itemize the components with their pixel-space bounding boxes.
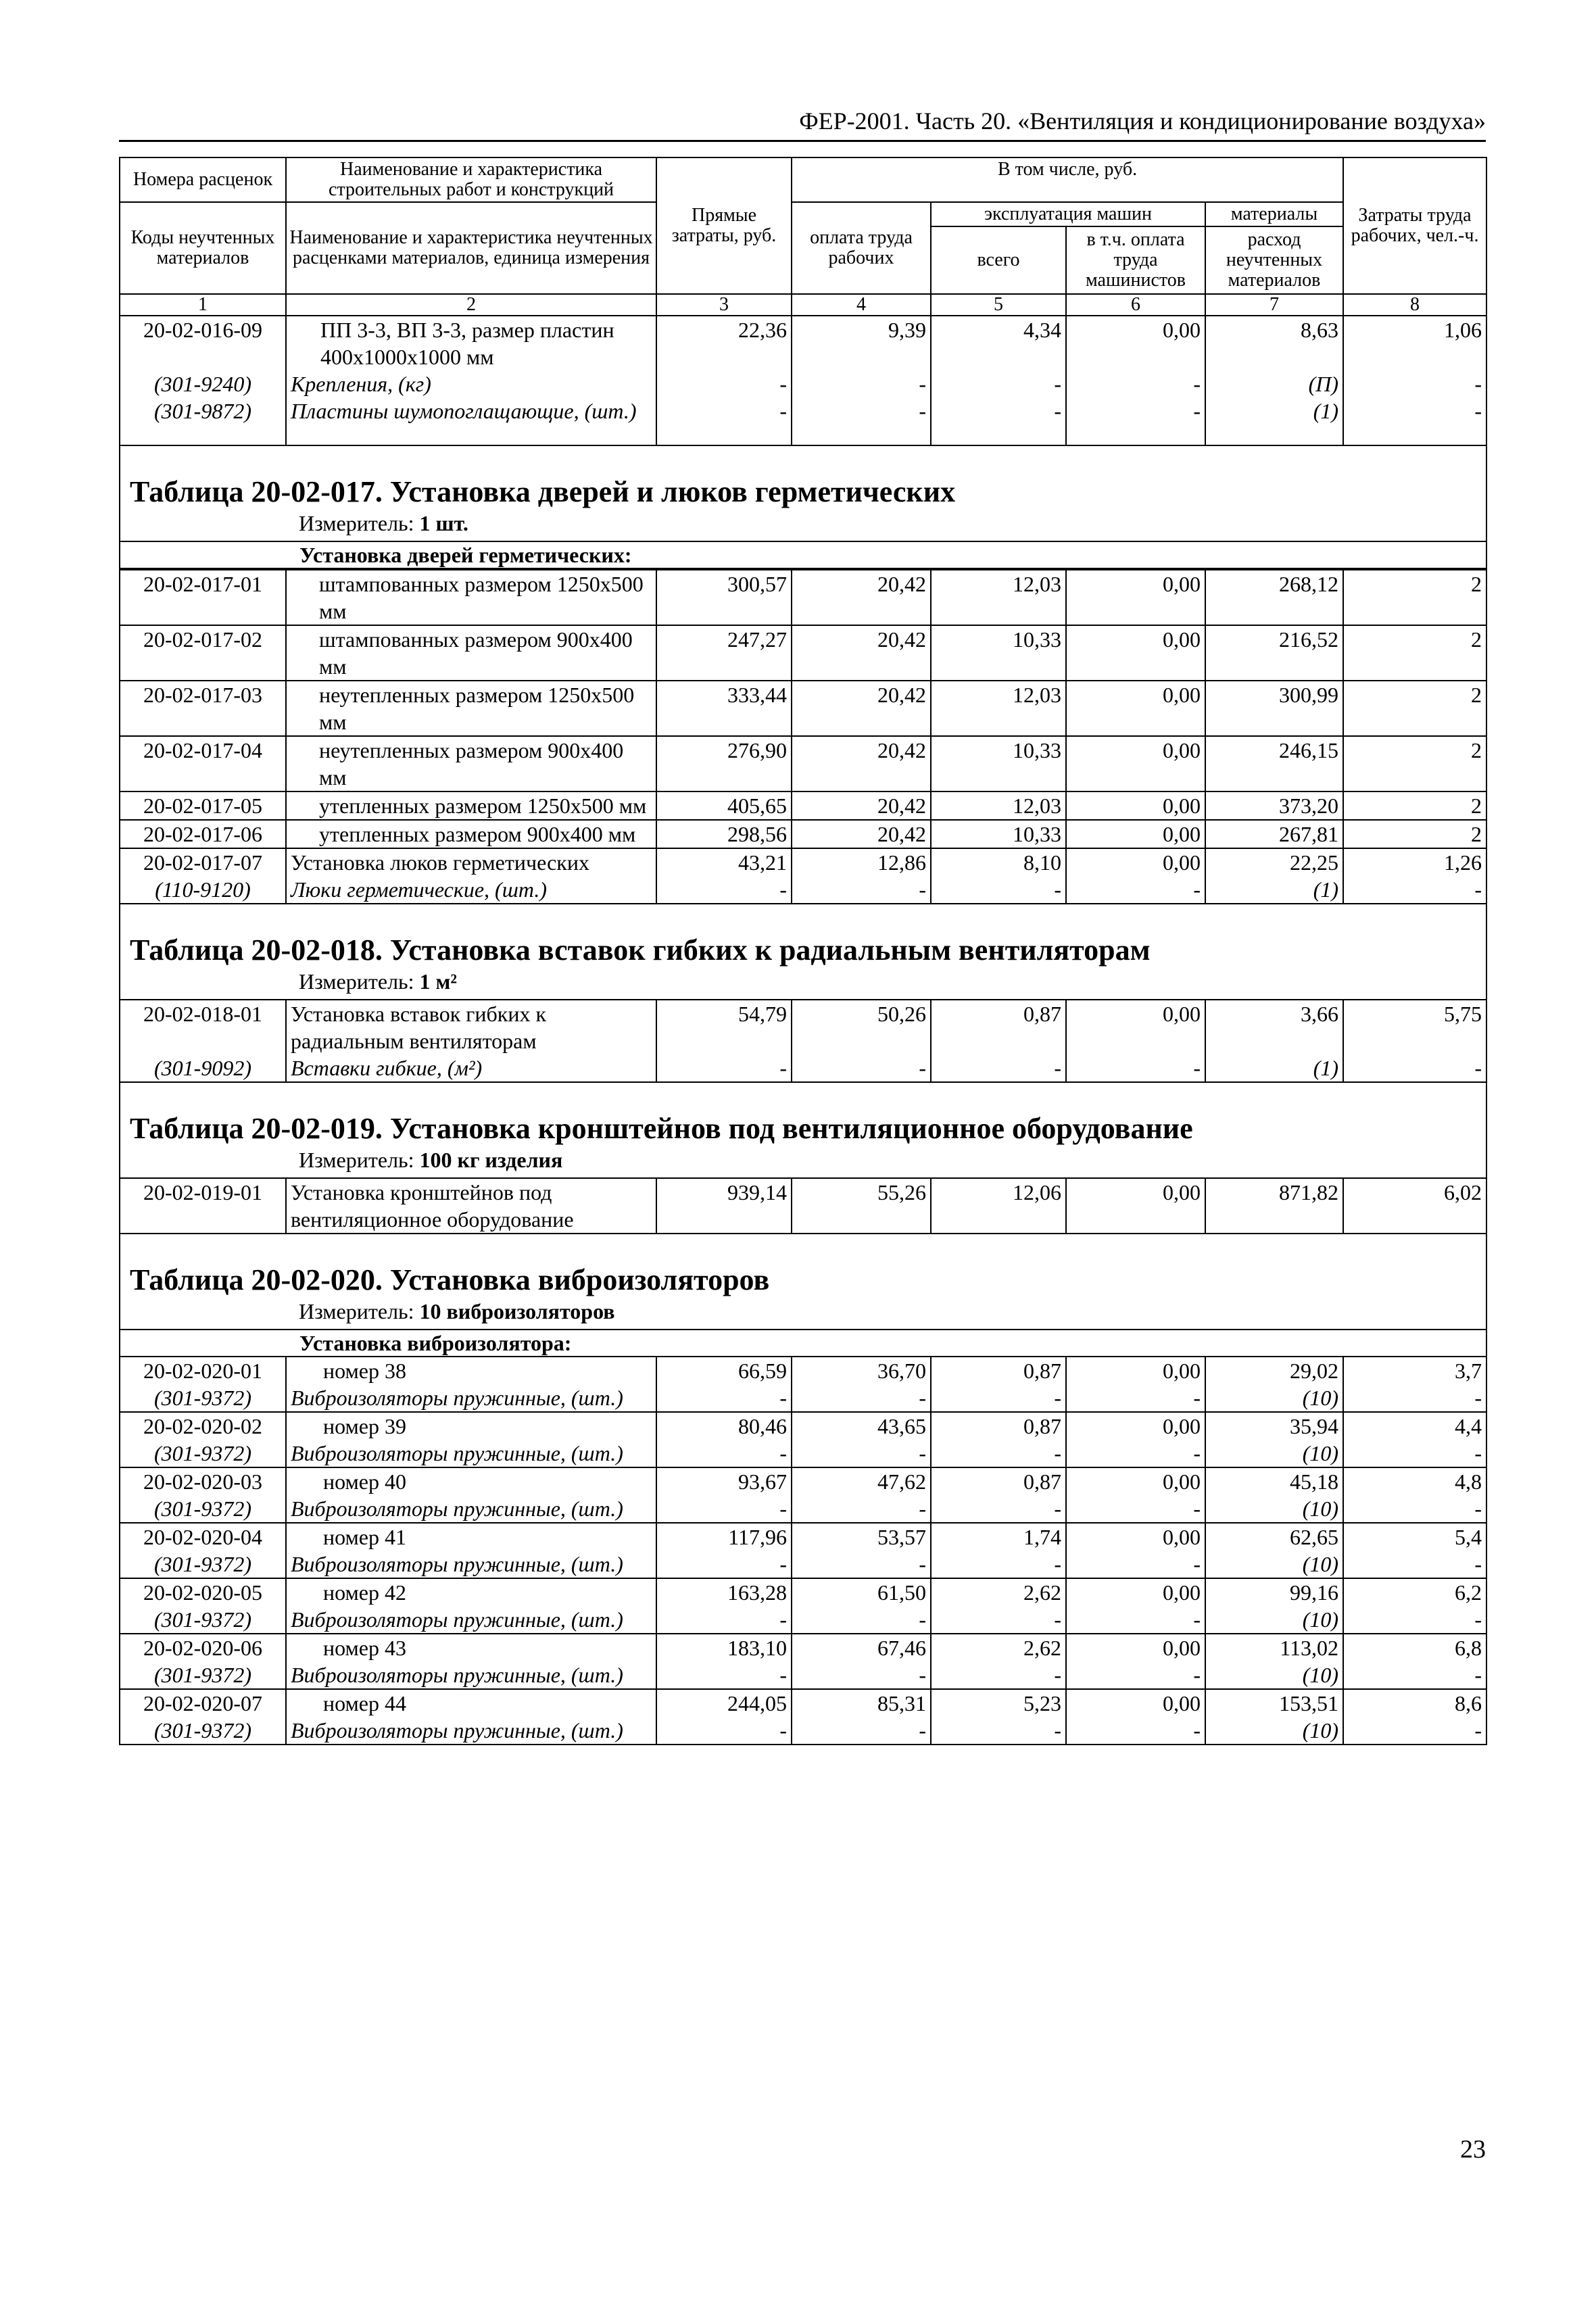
machines-total: 12,03 (931, 681, 1066, 736)
direct-costs: 163,28 (727, 1580, 787, 1605)
col-header-labor: Затраты труда рабочих, чел.-ч. (1343, 157, 1486, 294)
dash: - (1474, 1663, 1482, 1687)
rate-code: 20-02-018-01 (143, 1002, 262, 1026)
material-code: (301-9372) (154, 1496, 251, 1521)
dash: - (779, 1496, 787, 1521)
worker-pay: 36,70 (877, 1359, 926, 1383)
header-rule (119, 140, 1486, 142)
materials: 62,65 (1290, 1525, 1338, 1549)
rate-code: 20-02-020-07 (143, 1691, 262, 1715)
dash: - (1193, 1441, 1201, 1465)
material-qty: (10) (1302, 1441, 1338, 1465)
dash: - (919, 1607, 926, 1632)
dash: - (1054, 1441, 1061, 1465)
table-row (120, 1634, 1486, 1689)
labor: 2 (1343, 625, 1486, 681)
materials: 268,12 (1205, 570, 1343, 625)
material-code: (301-9872) (154, 399, 251, 423)
dash: - (1054, 372, 1061, 396)
unit-value: 100 кг изделия (419, 1148, 563, 1172)
material-name: Виброизоляторы пружинные, (шт.) (291, 1386, 623, 1410)
material-name: Виброизоляторы пружинные, (шт.) (291, 1663, 623, 1687)
machines-total: 10,33 (931, 820, 1066, 848)
col-header-material-consumption: расход неучтенных материалов (1205, 226, 1343, 294)
machinist-pay: 0,00 (1066, 1178, 1205, 1234)
table-title: Таблица 20-02-020. Установка виброизоляторов (130, 1263, 770, 1296)
machines-total: 0,87 (1023, 1002, 1061, 1026)
table-row (120, 791, 1486, 820)
worker-pay: 9,39 (888, 318, 926, 342)
direct-costs: 43,21 (738, 850, 787, 875)
machinist-pay: 0,00 (1163, 1636, 1201, 1660)
rate-code: 20-02-020-04 (143, 1525, 262, 1549)
worker-pay: 12,86 (877, 850, 926, 875)
work-name: неутепленных размером 900х400 мм (286, 736, 656, 791)
worker-pay: 55,26 (792, 1178, 931, 1234)
table-row (120, 820, 1486, 848)
worker-pay: 20,42 (792, 736, 931, 791)
machinist-pay: 0,00 (1163, 1691, 1201, 1715)
work-name: номер 38 (323, 1359, 406, 1383)
material-qty: (10) (1302, 1663, 1338, 1687)
dash: - (1193, 1607, 1201, 1632)
worker-pay: 20,42 (792, 625, 931, 681)
work-name: утепленных размером 900х400 мм (286, 820, 656, 848)
materials: 45,18 (1290, 1469, 1338, 1494)
table-row (120, 1467, 1486, 1523)
rate-code: 20-02-020-02 (143, 1414, 262, 1438)
machinist-pay: 0,00 (1163, 1580, 1201, 1605)
col-number: 7 (1205, 294, 1343, 316)
direct-costs: 300,57 (656, 570, 792, 625)
material-code: (301-9372) (154, 1607, 251, 1632)
worker-pay: 43,65 (877, 1414, 926, 1438)
materials: 29,02 (1290, 1359, 1338, 1383)
work-name: ПП 3-3, ВП 3-3, размер пластин 400х1000х1000 мм (320, 318, 614, 369)
dash: - (779, 1056, 787, 1080)
material-name: Виброизоляторы пружинные, (шт.) (291, 1496, 623, 1521)
labor: 4,4 (1455, 1414, 1482, 1438)
col-header-machines: эксплуатация машин (931, 202, 1205, 226)
unit-line (130, 1298, 1476, 1325)
rate-code: 20-02-017-07 (143, 850, 262, 875)
table-row (120, 625, 1486, 681)
material-name: Виброизоляторы пружинные, (шт.) (291, 1552, 623, 1576)
labor: 6,02 (1343, 1178, 1486, 1234)
material-qty: (1) (1313, 1056, 1338, 1080)
direct-costs: 80,46 (738, 1414, 787, 1438)
machinist-pay: 0,00 (1163, 1469, 1201, 1494)
machinist-pay: 0,00 (1163, 1525, 1201, 1549)
direct-costs: 22,36 (738, 318, 787, 342)
machines-total: 12,03 (931, 791, 1066, 820)
material-code: (301-9092) (154, 1056, 251, 1080)
dash: - (1054, 1386, 1061, 1410)
material-code: (301-9372) (154, 1718, 251, 1743)
work-name: штампованных размером 900х400 мм (286, 625, 656, 681)
material-name: Виброизоляторы пружинные, (шт.) (291, 1607, 623, 1632)
col-number: 4 (792, 294, 931, 316)
dash: - (919, 1552, 926, 1576)
machines-total: 0,87 (1023, 1469, 1061, 1494)
dash: - (1054, 1718, 1061, 1743)
dash: - (1474, 372, 1482, 396)
dash: - (1193, 399, 1201, 423)
machines-total: 0,87 (1023, 1414, 1061, 1438)
material-qty: (10) (1302, 1496, 1338, 1521)
dash: - (779, 1386, 787, 1410)
price-table (119, 157, 1487, 569)
labor: 5,4 (1455, 1525, 1482, 1549)
materials: 22,25 (1290, 850, 1338, 875)
table-title-block (120, 1082, 1486, 1178)
dash: - (1054, 1496, 1061, 1521)
material-code: (110-9120) (155, 877, 251, 902)
worker-pay: 61,50 (877, 1580, 926, 1605)
dash: - (919, 372, 926, 396)
materials: 300,99 (1205, 681, 1343, 736)
table-title-block (120, 1234, 1486, 1330)
direct-costs: 405,65 (656, 791, 792, 820)
rate-code: 20-02-017-05 (120, 791, 286, 820)
rate-code: 20-02-017-01 (120, 570, 286, 625)
table-017-rows (119, 569, 1487, 1745)
direct-costs: 117,96 (728, 1525, 787, 1549)
table-title: Таблица 20-02-018. Установка вставок гибких к радиальным вентиляторам (130, 933, 1151, 967)
machinist-pay: 0,00 (1163, 318, 1201, 342)
materials: 8,63 (1301, 318, 1339, 342)
dash: - (1474, 1718, 1482, 1743)
direct-costs: 276,90 (656, 736, 792, 791)
direct-costs: 333,44 (656, 681, 792, 736)
dash: - (1474, 1607, 1482, 1632)
rate-code: 20-02-017-02 (120, 625, 286, 681)
dash: - (779, 877, 787, 902)
document-body (119, 157, 1486, 1745)
direct-costs: 183,10 (727, 1636, 787, 1660)
work-name: номер 40 (323, 1469, 406, 1494)
col-number: 2 (286, 294, 656, 316)
labor: 3,7 (1455, 1359, 1482, 1383)
dash: - (779, 1663, 787, 1687)
col-header-including: В том числе, руб. (792, 157, 1343, 202)
machinist-pay: 0,00 (1163, 1414, 1201, 1438)
dash: - (1474, 1386, 1482, 1410)
unit-label: Измеритель: (299, 1299, 414, 1323)
labor: 4,8 (1455, 1469, 1482, 1494)
table-row (120, 316, 1486, 445)
table-row (120, 1523, 1486, 1578)
table-title-block (120, 904, 1486, 1000)
worker-pay: 47,62 (877, 1469, 926, 1494)
unit-value: 1 шт. (419, 511, 468, 535)
col-number: 5 (931, 294, 1066, 316)
running-head: ФЕР-2001. Часть 20. «Вентиляция и кондиционирование воздуха» (799, 107, 1486, 135)
work-name: штампованных размером 1250х500 мм (286, 570, 656, 625)
col-header-worker-pay: оплата труда рабочих (792, 202, 931, 294)
rate-code: 20-02-016-09 (143, 318, 262, 342)
dash: - (1474, 1441, 1482, 1465)
machines-total: 12,03 (931, 570, 1066, 625)
dash: - (1054, 877, 1061, 902)
machinist-pay: 0,00 (1066, 570, 1205, 625)
direct-costs: 93,67 (738, 1469, 787, 1494)
materials: 267,81 (1205, 820, 1343, 848)
material-qty: (10) (1302, 1718, 1338, 1743)
material-qty: (10) (1302, 1386, 1338, 1410)
labor: 5,75 (1444, 1002, 1482, 1026)
worker-pay: 53,57 (877, 1525, 926, 1549)
col-header-direct-costs: Прямые затраты, руб. (656, 157, 792, 294)
col-header-materials-name: Наименование и характеристика неучтенных расценками материалов, единица измерения (286, 202, 656, 294)
dash: - (1193, 1663, 1201, 1687)
materials: 246,15 (1205, 736, 1343, 791)
dash: - (1474, 877, 1482, 902)
dash: - (779, 1718, 787, 1743)
work-name: неутепленных размером 1250х500 мм (286, 681, 656, 736)
material-name: Виброизоляторы пружинные, (шт.) (291, 1718, 623, 1743)
labor: 6,2 (1455, 1580, 1482, 1605)
worker-pay: 20,42 (792, 791, 931, 820)
rate-code: 20-02-020-05 (143, 1580, 262, 1605)
work-name: номер 44 (323, 1691, 406, 1715)
material-name: Крепления, (кг) (291, 372, 431, 396)
col-header-material-codes: Коды неучтенных материалов (120, 202, 286, 294)
material-name: Люки герметические, (шт.) (291, 877, 547, 902)
labor: 2 (1343, 791, 1486, 820)
material-code: (301-9372) (154, 1552, 251, 1576)
dash: - (1193, 1386, 1201, 1410)
materials: 153,51 (1279, 1691, 1338, 1715)
dash: - (1193, 1056, 1201, 1080)
table-row (120, 1357, 1486, 1412)
dash: - (919, 1056, 926, 1080)
labor: 1,06 (1444, 318, 1482, 342)
machines-total: 4,34 (1023, 318, 1061, 342)
dash: - (919, 1718, 926, 1743)
dash: - (919, 1441, 926, 1465)
machines-total: 2,62 (1023, 1580, 1061, 1605)
col-header-materials: материалы (1205, 202, 1343, 226)
col-header-machines-total: всего (931, 226, 1066, 294)
material-qty: (10) (1302, 1607, 1338, 1632)
work-name: Установка кронштейнов под вентиляционное оборудование (286, 1178, 656, 1234)
table-title-block (120, 445, 1486, 541)
machines-total: 8,10 (1023, 850, 1061, 875)
machinist-pay: 0,00 (1163, 1359, 1201, 1383)
table-row (120, 1412, 1486, 1467)
dash: - (1054, 1607, 1061, 1632)
dash: - (1193, 1718, 1201, 1743)
materials: 216,52 (1205, 625, 1343, 681)
dash: - (779, 1607, 787, 1632)
worker-pay: 67,46 (877, 1636, 926, 1660)
subheading: Установка виброизолятора: (286, 1330, 1486, 1357)
worker-pay: 85,31 (877, 1691, 926, 1715)
worker-pay: 20,42 (792, 681, 931, 736)
material-code: (301-9372) (154, 1441, 251, 1465)
direct-costs: 54,79 (738, 1002, 787, 1026)
machinist-pay: 0,00 (1066, 681, 1205, 736)
unit-label: Измеритель: (299, 969, 414, 994)
dash: - (1193, 1496, 1201, 1521)
machines-total: 0,87 (1023, 1359, 1061, 1383)
labor: 8,6 (1455, 1691, 1482, 1715)
machines-total: 5,23 (1023, 1691, 1061, 1715)
rate-code: 20-02-020-06 (143, 1636, 262, 1660)
rate-code: 20-02-017-03 (120, 681, 286, 736)
machinist-pay: 0,00 (1163, 850, 1201, 875)
dash: - (1193, 372, 1201, 396)
dash: - (779, 1441, 787, 1465)
unit-value: 10 виброизоляторов (419, 1299, 615, 1323)
dash: - (919, 399, 926, 423)
labor: 6,8 (1455, 1636, 1482, 1660)
machines-total: 1,74 (1023, 1525, 1061, 1549)
unit-label: Измеритель: (299, 1148, 414, 1172)
unit-line (130, 1146, 1476, 1173)
dash: - (919, 877, 926, 902)
col-header-rates: Номера расценок (120, 157, 286, 202)
materials: 113,02 (1280, 1636, 1338, 1660)
direct-costs: 247,27 (656, 625, 792, 681)
unit-line (130, 510, 1476, 537)
dash: - (1054, 1663, 1061, 1687)
materials: 373,20 (1205, 791, 1343, 820)
dash: - (779, 399, 787, 423)
col-number: 1 (120, 294, 286, 316)
rate-code: 20-02-020-03 (143, 1469, 262, 1494)
material-qty: (П) (1308, 372, 1339, 396)
machinist-pay: 0,00 (1066, 820, 1205, 848)
materials: 871,82 (1205, 1178, 1343, 1234)
rate-code: 20-02-019-01 (120, 1178, 286, 1234)
table-row (120, 1178, 1486, 1234)
material-qty: (1) (1313, 877, 1338, 902)
rate-code: 20-02-017-06 (120, 820, 286, 848)
table-title: Таблица 20-02-017. Установка дверей и люков герметических (130, 475, 956, 508)
labor: 2 (1343, 570, 1486, 625)
material-code: (301-9372) (154, 1386, 251, 1410)
work-name: утепленных размером 1250х500 мм (286, 791, 656, 820)
dash: - (919, 1496, 926, 1521)
col-header-machinist-pay: в т.ч. оплата труда машинистов (1066, 226, 1205, 294)
table-title: Таблица 20-02-019. Установка кронштейнов под вентиляционное оборудование (130, 1112, 1193, 1145)
labor: 2 (1343, 736, 1486, 791)
unit-line (130, 968, 1476, 995)
col-header-works: Наименование и характеристика строительных работ и конструкций (286, 157, 656, 202)
work-name: номер 41 (323, 1525, 406, 1549)
unit-value: 1 м² (419, 969, 457, 994)
dash: - (1474, 399, 1482, 423)
table-row (120, 681, 1486, 736)
material-name: Пластины шумопоглащающие, (шт.) (291, 399, 637, 423)
direct-costs: 298,56 (656, 820, 792, 848)
work-name: номер 43 (323, 1636, 406, 1660)
direct-costs: 244,05 (727, 1691, 787, 1715)
dash: - (1054, 1056, 1061, 1080)
table-row (120, 1578, 1486, 1634)
table-row (120, 1689, 1486, 1745)
col-number: 3 (656, 294, 792, 316)
table-row (120, 848, 1486, 904)
worker-pay: 20,42 (792, 820, 931, 848)
dash: - (1054, 1552, 1061, 1576)
dash: - (919, 1663, 926, 1687)
machines-total: 10,33 (931, 736, 1066, 791)
materials: 99,16 (1290, 1580, 1338, 1605)
machinist-pay: 0,00 (1066, 625, 1205, 681)
labor: 2 (1343, 820, 1486, 848)
dash: - (1474, 1056, 1482, 1080)
worker-pay: 20,42 (792, 570, 931, 625)
material-code: (301-9372) (154, 1663, 251, 1687)
dash: - (1474, 1496, 1482, 1521)
table-row (120, 1000, 1486, 1082)
rate-code: 20-02-020-01 (143, 1359, 262, 1383)
worker-pay: 50,26 (877, 1002, 926, 1026)
materials: 35,94 (1290, 1414, 1338, 1438)
work-name: номер 39 (323, 1414, 406, 1438)
dash: - (1193, 877, 1201, 902)
machines-total: 12,06 (931, 1178, 1066, 1234)
dash: - (1054, 399, 1061, 423)
work-name: номер 42 (323, 1580, 406, 1605)
col-number: 8 (1343, 294, 1486, 316)
material-qty: (10) (1302, 1552, 1338, 1576)
table-row (120, 736, 1486, 791)
dash: - (919, 1386, 926, 1410)
col-number: 6 (1066, 294, 1205, 316)
labor: 2 (1343, 681, 1486, 736)
column-number-row (120, 294, 1486, 316)
machinist-pay: 0,00 (1066, 736, 1205, 791)
unit-label: Измеритель: (299, 511, 414, 535)
dash: - (1193, 1552, 1201, 1576)
dash: - (1474, 1552, 1482, 1576)
direct-costs: 939,14 (656, 1178, 792, 1234)
dash: - (779, 372, 787, 396)
material-name: Виброизоляторы пружинные, (шт.) (291, 1441, 623, 1465)
material-code: (301-9240) (154, 372, 251, 396)
table-row (120, 570, 1486, 625)
work-name: Установка люков герметических (291, 850, 589, 875)
direct-costs: 66,59 (738, 1359, 787, 1383)
machines-total: 2,62 (1023, 1636, 1061, 1660)
work-name: Установка вставок гибких к радиальным вентиляторам (291, 1002, 546, 1053)
rate-code: 20-02-017-04 (120, 736, 286, 791)
machines-total: 10,33 (931, 625, 1066, 681)
material-qty: (1) (1313, 399, 1339, 423)
materials: 3,66 (1301, 1002, 1338, 1026)
dash: - (779, 1552, 787, 1576)
labor: 1,26 (1444, 850, 1482, 875)
page-number: 23 (1460, 2135, 1486, 2164)
material-name: Вставки гибкие, (м²) (291, 1056, 483, 1080)
machinist-pay: 0,00 (1066, 791, 1205, 820)
subheading: Установка дверей герметических: (286, 541, 1486, 568)
machinist-pay: 0,00 (1163, 1002, 1201, 1026)
